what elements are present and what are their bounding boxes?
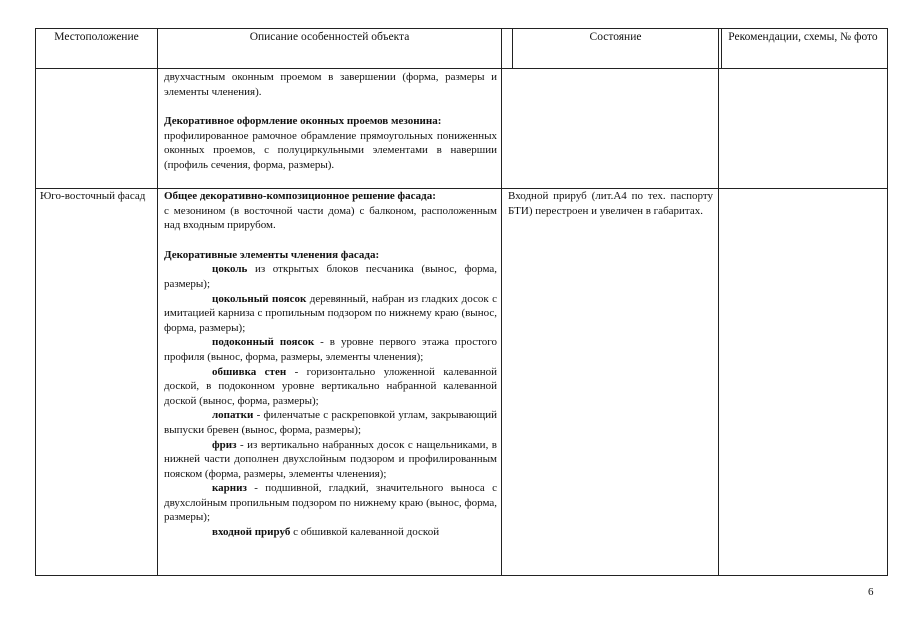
row2-description [164,189,497,540]
row1-description [164,70,497,173]
row1-text-1: двухчастным оконным проемом в завершении (форма, размеры и элементы членения). [164,71,497,98]
header-recommendations: Рекомендации, схемы, № фото [728,31,878,43]
column-divider-3 [718,28,719,575]
list-item: цоколь из открытых блоков песчаника (вынос, форма, размеры); [164,263,497,290]
list-item: фриз - из вертикально набранных досок с нащельниками, в нижней части дополнен двухслойным подзором и профилированным пояском (форма, размеры, элементы членения); [164,438,497,480]
row1-text-2: профилированное рамочное обрамление прямоугольных пониженных оконных проемов, с полуциркульными элементами в навершии (профиль сечения, форма, размеры). [164,129,497,171]
row2-text-1: с мезонином (в восточной части дома) с балконом, расположенным над входным прирубом. [164,204,497,232]
column-divider-1 [157,28,158,575]
header-condition: Состояние [589,31,642,43]
table-border-left [35,28,36,575]
page-number: 6 [868,586,874,598]
list-item: карниз - подшивной, гладкий, значительного выноса с двухслойным пропильным подзором по нижнему краю (вынос, форма, размеры); [164,482,497,524]
header-bottom-line [35,68,888,69]
row1-heading: Декоративное оформление оконных проемов мезонина: [164,115,442,128]
table-border-right [887,28,888,575]
row2-location: Юго-восточный фасад [40,190,146,202]
header-location: Местоположение [54,31,139,43]
row2-heading-1: Общее декоративно-композиционное решение фасада: [164,190,436,202]
column-divider-3b-header [721,28,722,68]
table-border-bottom [35,575,888,576]
list-item: входной прируб с обшивкой калеванной доской [212,526,440,539]
list-item: подоконный поясок - в уровне первого этажа простого профиля (вынос, форма, размеры, элементы членения); [164,336,497,363]
row2-heading-2: Декоративные элементы членения фасада: [164,248,380,261]
table-border-top [35,28,888,29]
list-item: цокольный поясок деревянный, набран из гладких досок с имитацией карниза с пропильным подзором по нижнему краю (вынос, форма, размеры); [164,292,497,334]
column-divider-2 [501,28,502,575]
row2-condition: Входной прируб (лит.А4 по тех. паспорту БТИ) перестроен и увеличен в габаритах. [508,190,713,217]
header-description: Описание особенностей объекта [249,31,410,43]
list-item: лопатки - филенчатые с раскреповкой углам, закрывающий выпуски бревен (вынос, форма, размеры); [164,409,497,436]
list-item: обшивка стен - горизонтально уложенной калеванной доской, в подоконном уровне вертикально набранной калеванной доской (вынос, форма, размеры); [164,365,497,407]
